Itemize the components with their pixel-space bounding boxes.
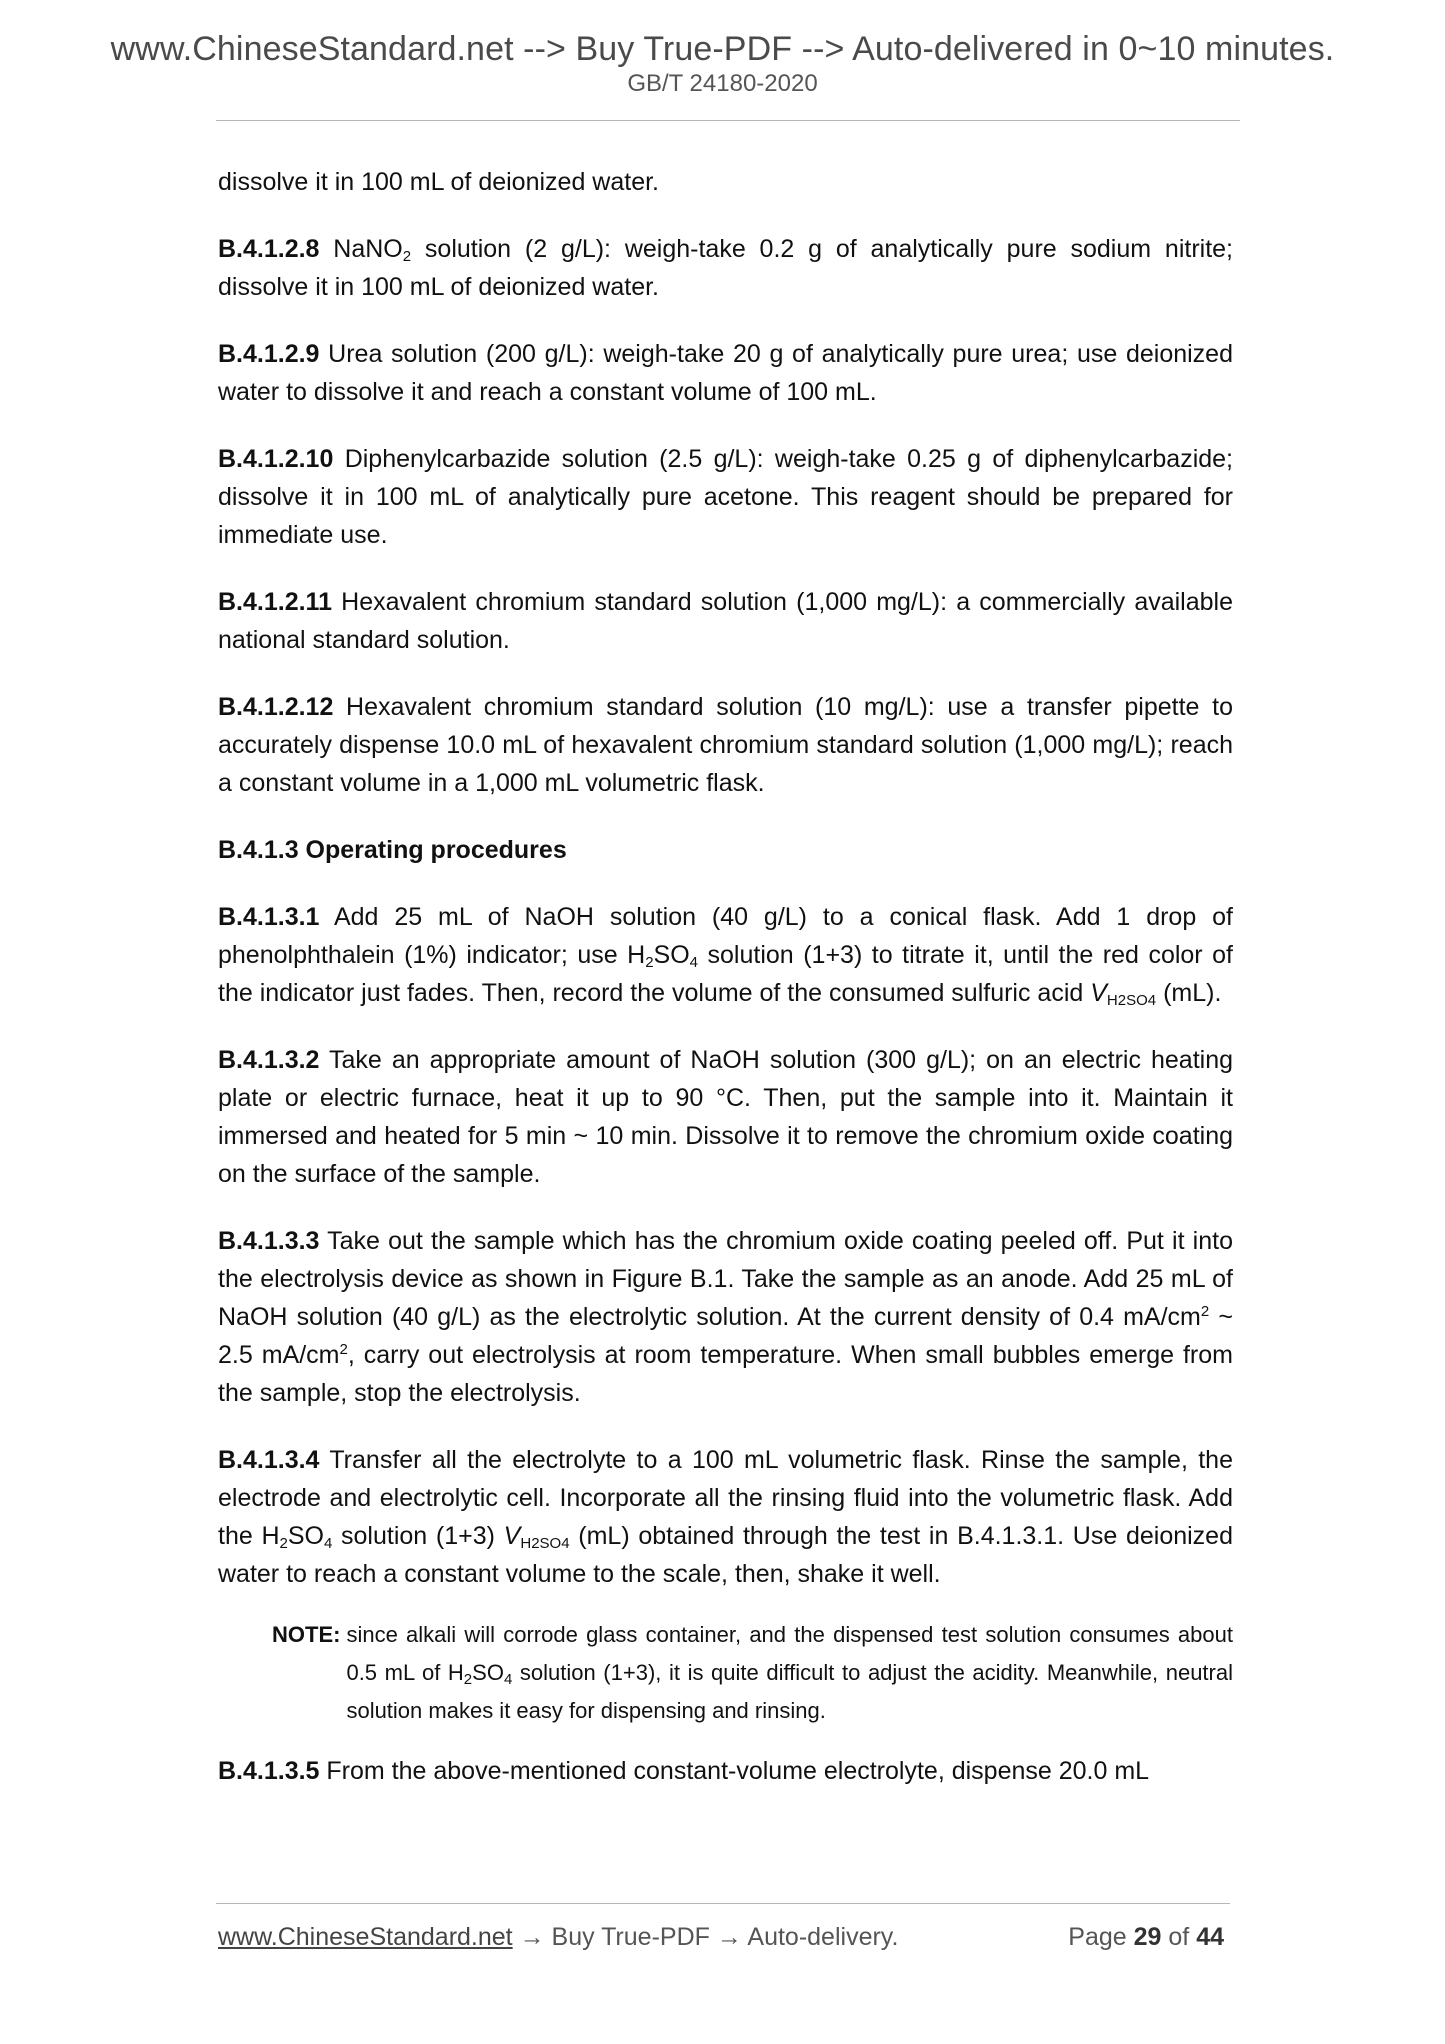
document-body bbox=[218, 163, 1233, 1819]
clause-number: B.4.1.3.5 bbox=[218, 1757, 320, 1785]
clause-number: B.4.1.2.8 bbox=[218, 235, 320, 263]
clause-number: B.4.1.2.9 bbox=[218, 340, 320, 368]
clause-b-4-1-2-10: B.4.1.2.10 Diphenylcarbazide solution (2.5 g/L): weigh-take 0.25 g of diphenylcarbazide; dissolve it in 100 mL of analytically pure acetone. This reagent should be prepared for immediate use. bbox=[218, 445, 1233, 549]
clause-number: B.4.1.3.4 bbox=[218, 1446, 320, 1474]
clause-number: B.4.1.3.1 bbox=[218, 903, 320, 931]
standard-code: GB/T 24180-2020 bbox=[627, 70, 818, 97]
footer-divider bbox=[216, 1903, 1230, 1904]
clause-number: B.4.1.3.3 bbox=[218, 1227, 320, 1255]
page-number: 29 bbox=[1133, 1923, 1162, 1951]
note-label: NOTE: bbox=[272, 1622, 341, 1647]
clause-b-4-1-2-12: B.4.1.2.12 Hexavalent chromium standard solution (10 mg/L): use a transfer pipette to accurately dispense 10.0 mL of hexavalent chromium standard solution (1,000 mg/L); reach a constant volume in a 1,000 mL volumetric flask. bbox=[218, 693, 1233, 797]
footer-tagline: → Buy True-PDF → Auto-delivery. bbox=[512, 1923, 899, 1951]
clause-b-4-1-2-8: B.4.1.2.8 NaNO$_2$ solution (2 g/L): weigh-take 0.2 g of analytically pure sodium nitrite; dissolve it in 100 mL of deionized water. bbox=[218, 235, 1233, 301]
clause-b-4-1-3-4: B.4.1.3.4 Transfer all the electrolyte to a 100 mL volumetric flask. Rinse the sample, the electrode and electrolytic cell. Incorporate all the rinsing fluid into the volumetric flask. Add the $H_2SO_4$ solution (1+3) $V_{H2SO4}$ (mL) obtained through the test in B.4.1.3.1. Use deionized water to reach a constant volume to the scale, then, shake it well. bbox=[218, 1446, 1233, 1588]
site-banner[interactable]: www.ChineseStandard.net --> Buy True-PDF --> Auto-delivered in 0~10 minutes. bbox=[110, 30, 1335, 68]
page-indicator: Page 29 of 44 bbox=[1068, 1923, 1224, 1951]
clause-b-4-1-2-9: B.4.1.2.9 Urea solution (200 g/L): weigh-take 20 g of analytically pure urea; use deionized water to dissolve it and reach a constant volume of 100 mL. bbox=[218, 340, 1233, 406]
total-pages: 44 bbox=[1196, 1923, 1224, 1951]
clause-b-4-1-3-2: B.4.1.3.2 Take an appropriate amount of NaOH solution (300 g/L); on an electric heating plate or electric furnace, heat it up to 90 °C. Then, put the sample into it. Maintain it immersed and heated for 5 min ~ 10 min. Dissolve it to remove the chromium oxide coating on the surface of the sample. bbox=[218, 1046, 1233, 1188]
note-text: since alkali will corrode glass container, and the dispensed test solution consumes about 0.5 mL of $H_2SO_4$ solution (1+3), it is quite difficult to adjust the acidity. Meanwhile, neutral solution makes it easy for dispensing and rinsing. bbox=[346, 1622, 1233, 1723]
clause-b-4-1-3-5: B.4.1.3.5 From the above-mentioned constant-volume electrolyte, dispense 20.0 mL bbox=[218, 1757, 1150, 1785]
clause-number: B.4.1.2.10 bbox=[218, 445, 334, 473]
clause-number: B.4.1.3.2 bbox=[218, 1046, 320, 1074]
clause-b-4-1-3-3: B.4.1.3.3 Take out the sample which has the chromium oxide coating peeled off. Put it into the electrolysis device as shown in Figure B.1. Take the sample as an anode. Add 25 mL of NaOH solution (40 g/L) as the electrolytic solution. At the current density of 0.4 $mA/cm^2$ ~ 2.5 $mA/cm^2$, carry out electrolysis at room temperature. When small bubbles emerge from the sample, stop the electrolysis. bbox=[218, 1227, 1233, 1407]
clause-b-4-1-2-11: B.4.1.2.11 Hexavalent chromium standard solution (1,000 mg/L): a commercially available national standard solution. bbox=[218, 588, 1234, 654]
note-block bbox=[272, 1616, 1233, 1730]
clause-number: B.4.1.2.12 bbox=[218, 693, 334, 721]
page-footer bbox=[218, 1923, 1230, 1952]
clause-b-4-1-3-1: B.4.1.3.1 Add 25 mL of NaOH solution (40 g/L) to a conical flask. Add 1 drop of phenolphthalein (1%) indicator; use $H_2SO_4$ solution (1+3) to titrate it, until the red color of the indicator just fades. Then, record the volume of the consumed sulfuric acid $V_{H2SO4}$ (mL). bbox=[218, 903, 1233, 1009]
paragraph-intro: dissolve it in 100 mL of deionized water. bbox=[218, 168, 659, 196]
header-divider bbox=[216, 120, 1240, 121]
section-heading-operating-procedures: B.4.1.3 Operating procedures bbox=[218, 836, 567, 864]
footer-site-link[interactable]: www.ChineseStandard.net bbox=[218, 1923, 513, 1951]
clause-number: B.4.1.2.11 bbox=[218, 588, 332, 616]
